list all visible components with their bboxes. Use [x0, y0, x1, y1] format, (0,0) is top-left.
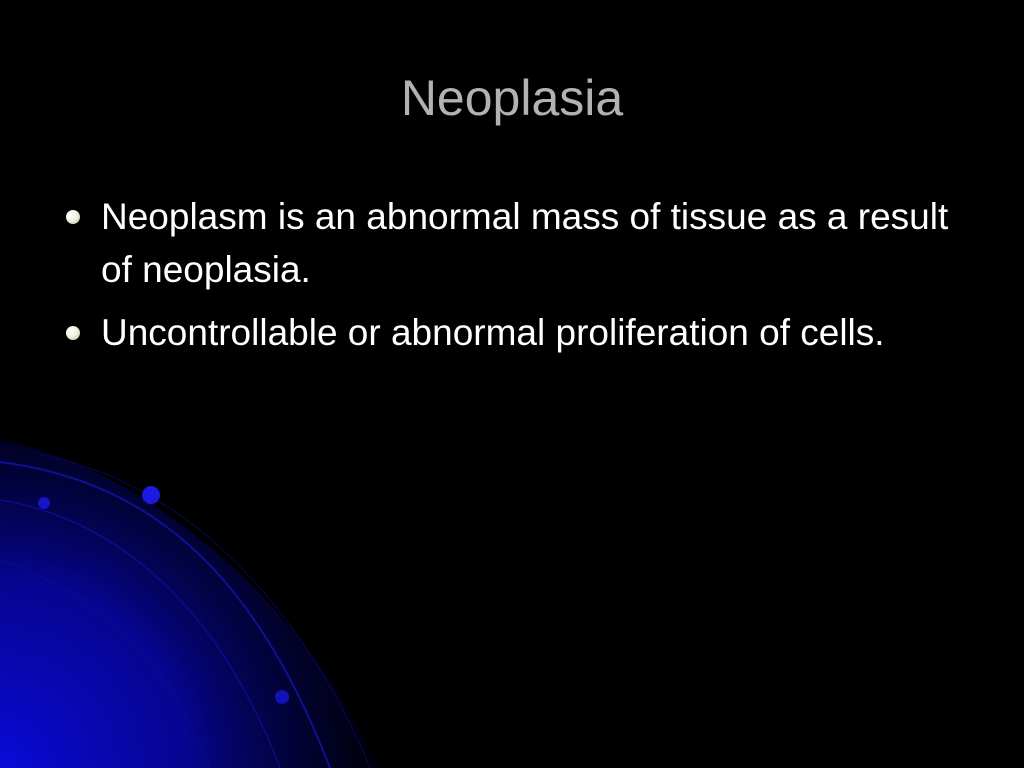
round-bullet-icon: [66, 326, 80, 340]
decor-dot: [275, 690, 289, 704]
round-bullet-icon: [66, 210, 80, 224]
bullet-text: Neoplasm is an abnormal mass of tissue as a result of neoplasia.: [101, 196, 949, 290]
bullet-list: [64, 190, 964, 369]
decor-dot: [38, 497, 50, 509]
bullet-item: [64, 190, 964, 296]
decor-dot: [142, 486, 160, 504]
slide-title: Neoplasia: [400, 70, 624, 126]
bullet-text: Uncontrollable or abnormal proliferation of cells.: [101, 312, 885, 353]
bullet-item: [64, 306, 964, 359]
